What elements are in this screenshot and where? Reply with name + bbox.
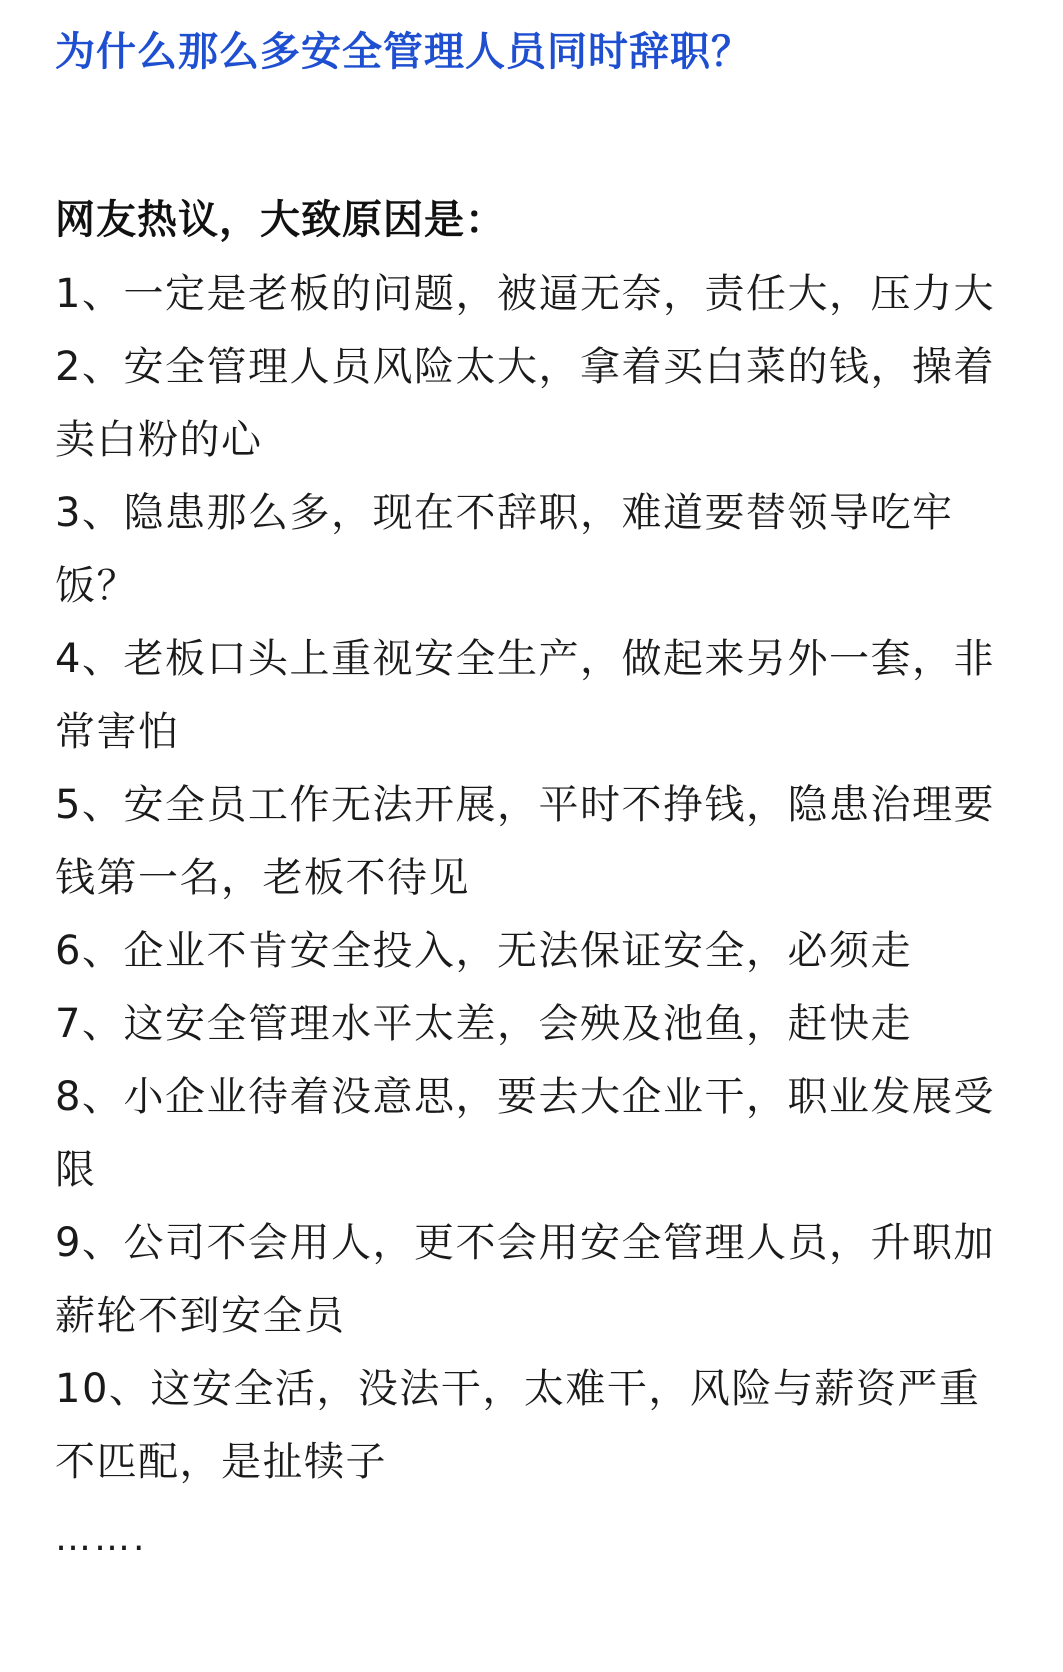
reason-item-9: 9、公司不会用人，更不会用安全管理人员，升职加薪轮不到安全员 [55,1220,995,1339]
article-title: 为什么那么多安全管理人员同时辞职？ [55,29,752,75]
reason-item-5: 5、安全员工作无法开展，平时不挣钱，隐患治理要钱第一名，老板不待见 [55,782,995,901]
reason-item-2: 2、安全管理人员风险太大，拿着买白菜的钱，操着卖白粉的心 [55,344,995,463]
reason-item-1: 1、一定是老板的问题，被逼无奈，责任大，压力大 [55,271,995,317]
continuation-ellipsis: ……. [55,1518,148,1559]
reason-item-7: 7、这安全管理水平太差，会殃及池鱼，赶快走 [55,1001,912,1047]
reason-item-6: 6、企业不肯安全投入，无法保证安全，必须走 [55,928,912,974]
article-subtitle: 网友热议，大致原因是： [55,197,506,243]
reason-list [55,258,1015,1499]
reason-item-3: 3、隐患那么多，现在不辞职，难道要替领导吃牢饭？ [55,490,954,609]
reason-item-4: 4、老板口头上重视安全生产，做起来另外一套，非常害怕 [55,636,995,755]
reason-item-10: 10、这安全活，没法干，太难干，风险与薪资严重不匹配，是扯犊子 [55,1366,981,1485]
reason-item-8: 8、小企业待着没意思，要去大企业干，职业发展受限 [55,1074,995,1193]
